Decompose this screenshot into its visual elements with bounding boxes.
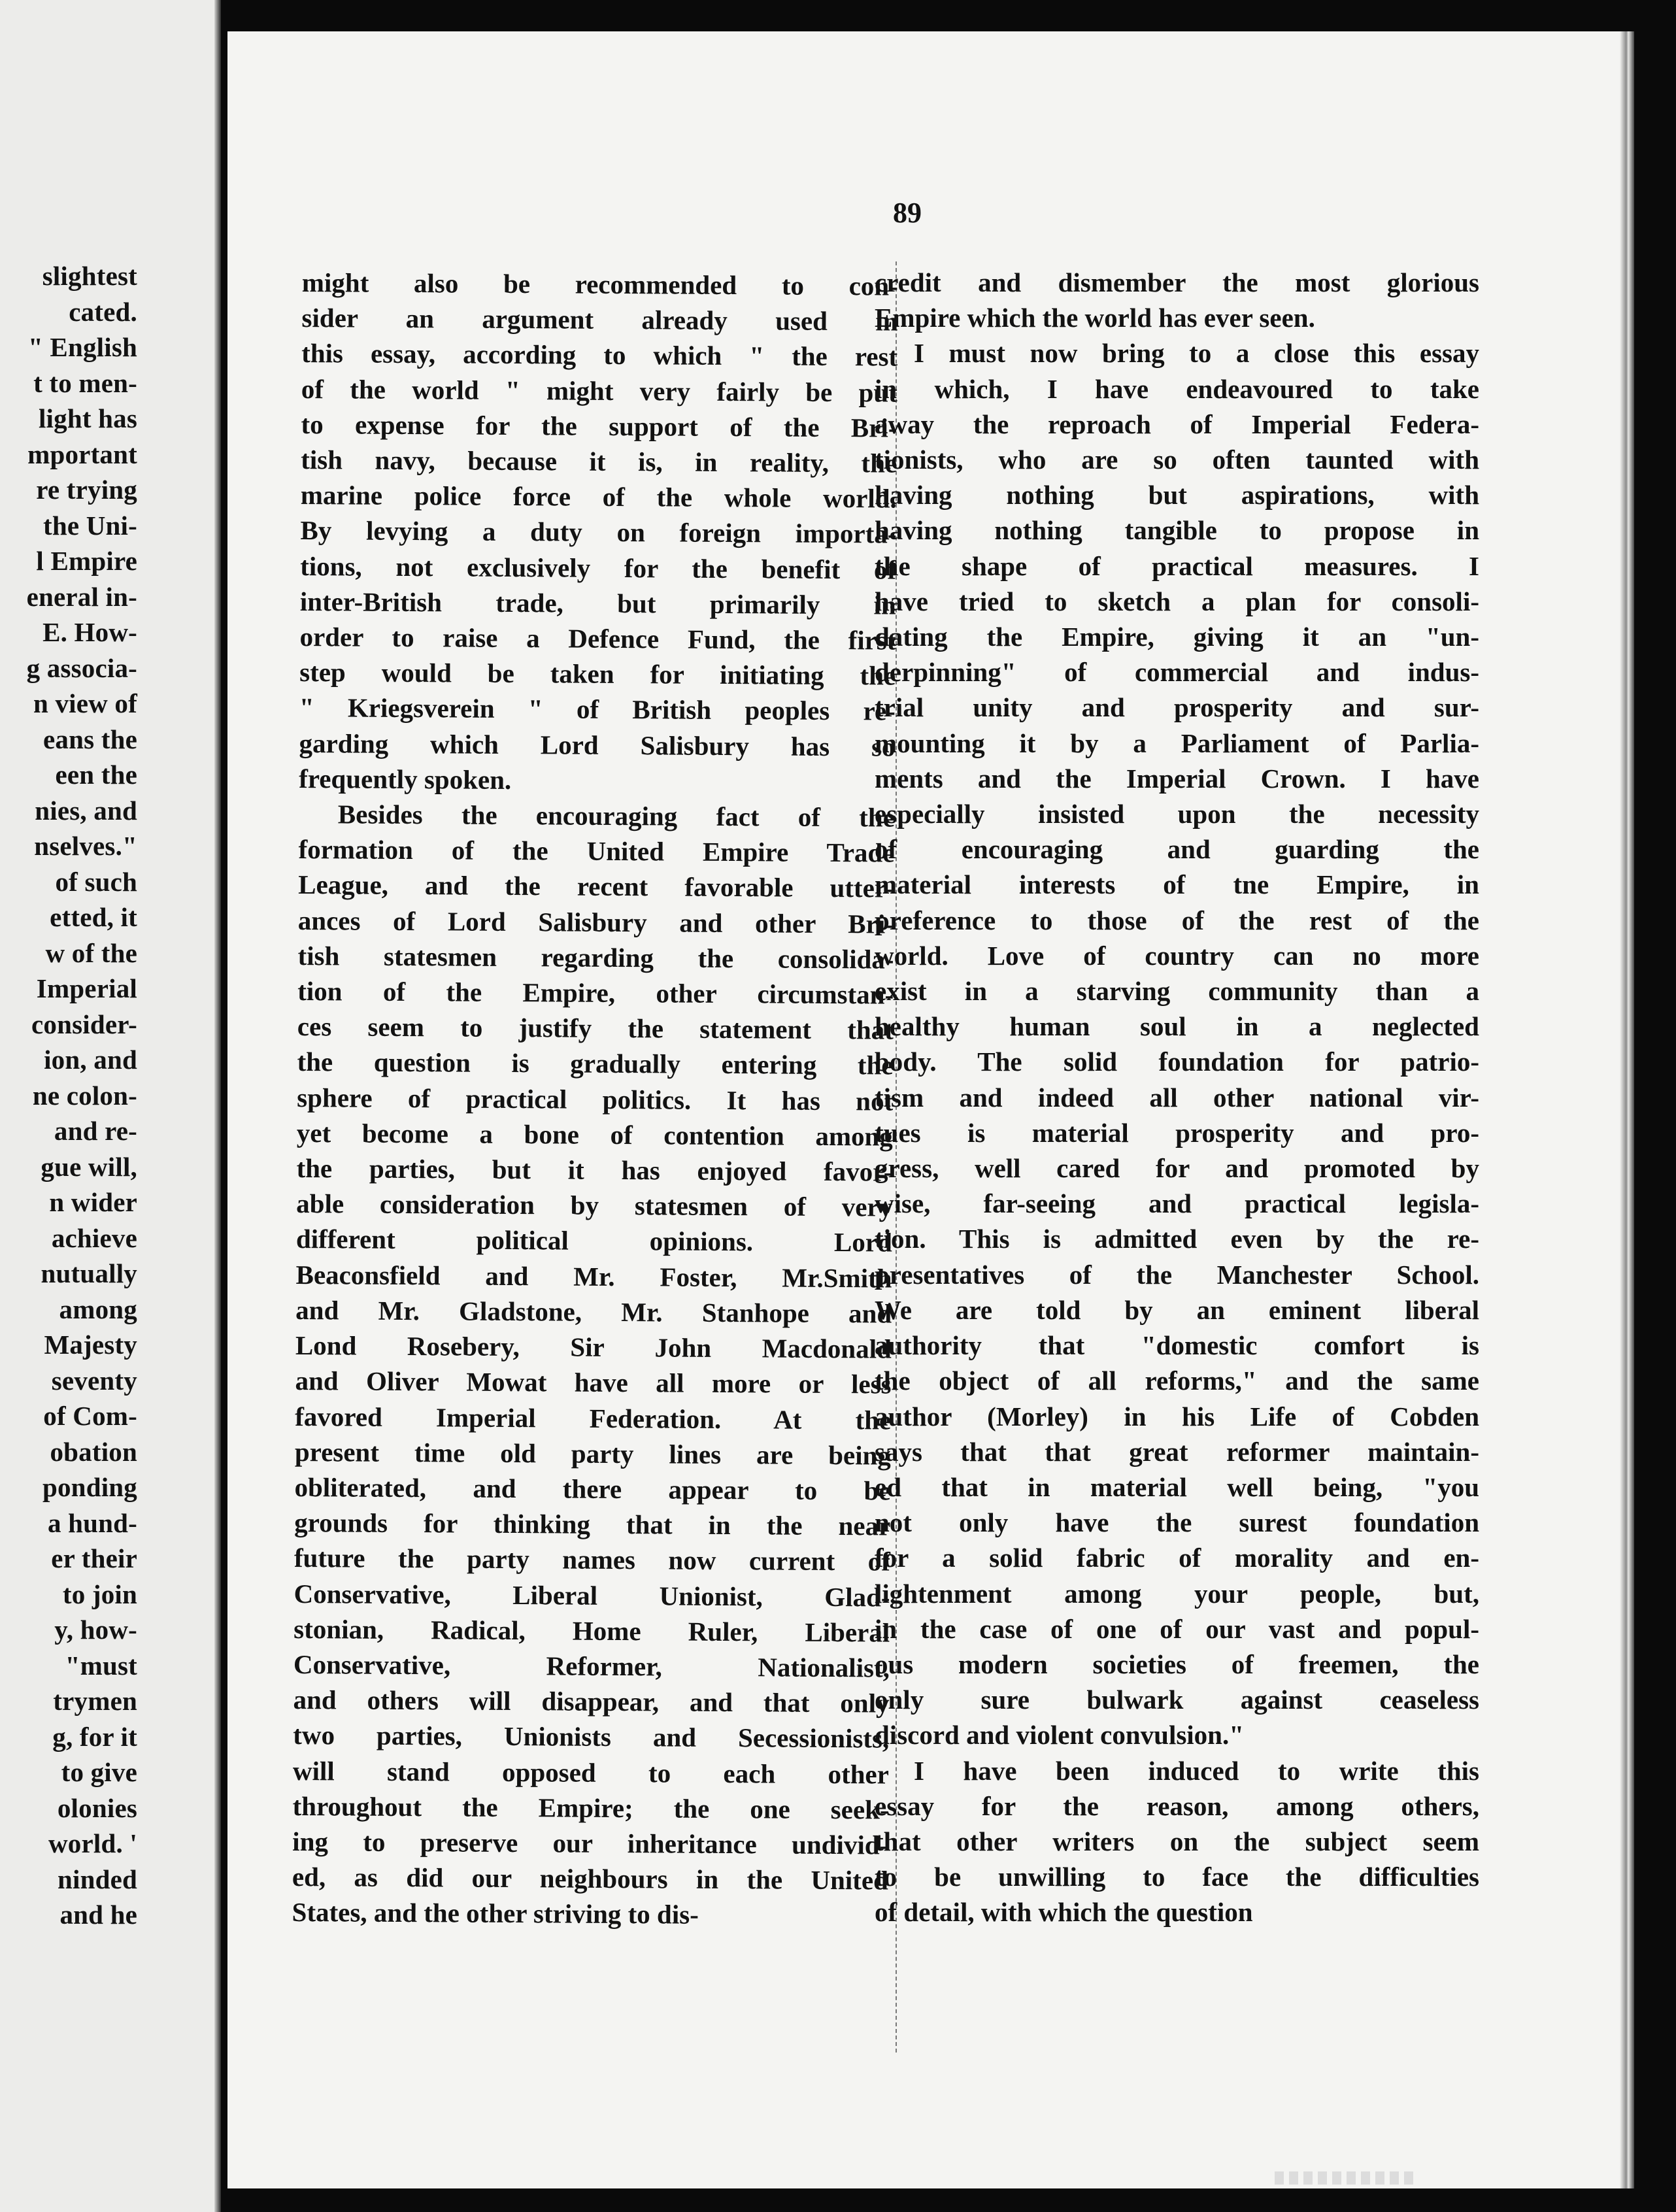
text-line: yet become a bone of contention among xyxy=(296,1117,894,1152)
text-line: nies, and xyxy=(35,795,137,826)
text-line: of encouraging and guarding the xyxy=(875,834,1479,865)
text-line: stonian, Radical, Home Ruler, Liberal xyxy=(293,1613,890,1648)
text-line: able consideration by statesmen of very xyxy=(296,1188,893,1222)
text-line: ances of Lord Salisbury and other Bri- xyxy=(297,905,894,939)
text-line: tionists, who are so often taunted with xyxy=(875,444,1479,475)
text-line: body. The solid foundation for patrio- xyxy=(875,1047,1479,1077)
text-line: y, how- xyxy=(54,1615,137,1645)
text-line: step would be taken for initiating the xyxy=(299,657,896,691)
text-line: n view of xyxy=(33,688,137,718)
text-line: frequently spoken. xyxy=(299,763,512,795)
text-line: tish statesmen regarding the consolida- xyxy=(297,940,894,975)
text-line: ces seem to justify the statement that xyxy=(297,1011,894,1045)
text-line: material interests of tne Empire, in xyxy=(875,869,1479,900)
text-line: garding which Lord Salisbury has so xyxy=(299,728,896,762)
text-line: ed, as did our neighbours in the United xyxy=(292,1862,889,1896)
text-line: etted, it xyxy=(50,902,137,932)
text-line: the shape of practical measures. I xyxy=(875,550,1479,581)
text-line: of such xyxy=(55,866,137,897)
text-line: eans the xyxy=(43,724,137,754)
text-line: presentatives of the Manchester School. xyxy=(875,1259,1479,1290)
text-line: exist in a starving community than a xyxy=(875,976,1479,1007)
text-line: ne colon- xyxy=(32,1080,137,1111)
text-line: Besides the encouraging fact of the xyxy=(337,799,895,833)
text-line: healthy human soul in a neglected xyxy=(875,1011,1479,1042)
text-line: away the reproach of Imperial Federa- xyxy=(875,409,1479,439)
text-line: ments and the Imperial Crown. I have xyxy=(875,763,1479,794)
text-line: Conservative, Reformer, Nationalist, xyxy=(293,1649,890,1683)
text-line: g, for it xyxy=(52,1721,137,1752)
text-line: authority that "domestic comfort is xyxy=(875,1330,1479,1361)
gutter-shadow xyxy=(214,0,221,2212)
text-line: tues is material prosperity and pro- xyxy=(875,1117,1479,1148)
text-line: marine police force of the whole world. xyxy=(300,480,897,514)
right-text-column xyxy=(875,265,1479,1930)
text-line: different political opinions. Lord xyxy=(295,1224,893,1258)
text-line: consider- xyxy=(31,1009,137,1039)
text-line: world. Love of country can no more xyxy=(875,940,1479,971)
text-line: wise, far-seeing and practical legisla- xyxy=(875,1188,1479,1219)
text-line: of Com- xyxy=(43,1401,137,1431)
text-line: favored Imperial Federation. At the xyxy=(295,1401,892,1435)
text-line: mportant xyxy=(27,439,137,469)
text-line: We are told by an eminent liberal xyxy=(875,1294,1479,1325)
text-line: E. How- xyxy=(42,617,137,647)
text-line: lightenment among your people, but, xyxy=(875,1578,1479,1609)
text-line: I must now bring to a close this essay xyxy=(914,338,1479,369)
text-line: I have been induced to write this xyxy=(914,1755,1479,1786)
text-line: cated. xyxy=(69,296,137,327)
text-line: the question is gradually entering the xyxy=(297,1047,894,1081)
text-line: " English xyxy=(27,332,137,362)
text-line: achieve xyxy=(51,1222,137,1253)
text-line: inter-British trade, but primarily in xyxy=(299,586,896,620)
text-line: Beaconsfield and Mr. Foster, Mr.Smith xyxy=(295,1259,892,1294)
text-line: a hund- xyxy=(47,1507,137,1538)
text-line: essay for the reason, among others, xyxy=(875,1790,1479,1821)
text-line: order to raise a Defence Fund, the first xyxy=(299,622,896,656)
text-line: of the world " might very fairly be put xyxy=(301,373,897,408)
text-line: ed that in material well being, "you xyxy=(875,1471,1479,1502)
text-line: sphere of practical politics. It has not xyxy=(297,1082,894,1116)
text-line: ponding xyxy=(42,1472,137,1502)
text-line: Lond Rosebery, Sir John Macdonald xyxy=(295,1330,892,1364)
text-line: might also be recommended to con- xyxy=(301,267,898,301)
text-line: throughout the Empire; the one seek- xyxy=(292,1790,889,1825)
text-line: and others will disappear, and that only xyxy=(293,1684,890,1718)
text-line: g associa- xyxy=(26,652,137,683)
text-line: tish navy, because it is, in reality, the xyxy=(301,444,897,478)
text-line: to expense for the support of the Bri- xyxy=(301,409,897,443)
text-line: een the xyxy=(55,760,137,790)
text-line: the parties, but it has enjoyed favor- xyxy=(296,1153,893,1187)
text-line: ninded xyxy=(58,1864,137,1894)
text-line: only sure bulwark against ceaseless xyxy=(875,1684,1479,1715)
text-line: and he xyxy=(59,1900,137,1930)
text-line: n wider xyxy=(49,1187,137,1217)
text-line: t to men- xyxy=(33,367,137,398)
text-line: Empire which the world has ever seen. xyxy=(875,303,1315,333)
text-line: tion. This is admitted even by the re- xyxy=(875,1224,1479,1254)
page-edge xyxy=(1620,31,1634,2188)
text-line: eneral in- xyxy=(26,581,137,612)
text-line: that other writers on the subject seem xyxy=(875,1826,1479,1856)
text-line: Majesty xyxy=(44,1330,137,1360)
text-line: Conservative, Liberal Unionist, Glad- xyxy=(293,1578,890,1613)
text-line: to join xyxy=(62,1579,137,1609)
text-line: w of the xyxy=(45,937,137,968)
text-line: Imperial xyxy=(36,973,137,1003)
text-line: the Uni- xyxy=(43,510,137,541)
text-line: er their xyxy=(51,1543,137,1573)
text-line: dating the Empire, giving it an "un- xyxy=(875,622,1479,652)
text-line: slightest xyxy=(42,261,137,291)
text-line: in the case of one of our vast and popul- xyxy=(875,1613,1479,1644)
text-line: trymen xyxy=(53,1686,137,1716)
text-line: re trying xyxy=(36,475,137,505)
text-line: l Empire xyxy=(36,546,137,576)
text-line: preference to those of the rest of the xyxy=(875,905,1479,935)
text-line: the object of all reforms," and the same xyxy=(875,1366,1479,1396)
text-line: to be unwilling to face the difficulties xyxy=(875,1862,1479,1892)
bottom-scan-mark xyxy=(1275,2171,1418,2185)
text-line: especially insisted upon the necessity xyxy=(875,799,1479,830)
text-line: two parties, Unionists and Secessionists, xyxy=(293,1720,890,1754)
text-line: " Kriegsverein " of British peoples re- xyxy=(299,692,896,726)
text-line: having nothing tangible to propose in xyxy=(875,515,1479,546)
text-line: sider an argument already used in xyxy=(301,303,898,337)
text-line: obation xyxy=(50,1436,137,1467)
text-line: present time old party lines are being xyxy=(294,1436,892,1471)
text-line: nutually xyxy=(41,1258,137,1288)
text-line: grounds for thinking that in the near xyxy=(294,1507,891,1541)
previous-page-edge xyxy=(0,0,221,2212)
text-line: this essay, according to which " the rest xyxy=(301,338,898,372)
text-line: have tried to sketch a plan for consoli- xyxy=(875,586,1479,616)
text-line: seventy xyxy=(51,1365,137,1396)
text-line: not only have the surest foundation xyxy=(875,1507,1479,1538)
text-line: having nothing but aspirations, with xyxy=(875,480,1479,511)
text-line: League, and the recent favorable utter- xyxy=(298,869,895,904)
text-line: By levying a duty on foreign importa- xyxy=(300,515,897,549)
text-line: obliterated, and there appear to be xyxy=(294,1471,891,1506)
text-line: and Oliver Mowat have all more or less xyxy=(295,1366,892,1399)
text-line: author (Morley) in his Life of Cobden xyxy=(875,1401,1479,1432)
text-line: future the party names now current of xyxy=(293,1543,891,1577)
text-line: olonies xyxy=(57,1792,137,1823)
text-line: for a solid fabric of morality and en- xyxy=(875,1543,1479,1573)
text-line: and re- xyxy=(54,1116,137,1146)
text-line: tions, not exclusively for the benefit of xyxy=(300,550,897,585)
text-line: in which, I have endeavoured to take xyxy=(875,373,1479,404)
text-line: States, and the other striving to dis- xyxy=(292,1897,699,1930)
text-line: of detail, with which the question xyxy=(875,1897,1253,1928)
text-line: gress, well cared for and promoted by xyxy=(875,1153,1479,1184)
text-line: trial unity and prosperity and sur- xyxy=(875,692,1479,723)
text-line: among xyxy=(59,1294,137,1324)
text-line: derpinning" of commercial and indus- xyxy=(875,657,1479,688)
text-line: light has xyxy=(38,403,137,433)
text-line: will stand opposed to each other xyxy=(292,1755,890,1790)
left-text-column xyxy=(292,265,898,1934)
text-line: formation of the United Empire Trade xyxy=(298,834,895,868)
text-line: nselves." xyxy=(34,831,137,861)
text-line: world. ' xyxy=(48,1828,137,1858)
text-line: "must xyxy=(65,1650,137,1681)
previous-page-text xyxy=(0,258,137,1933)
page-number: 89 xyxy=(893,197,922,229)
text-line: tion of the Empire, other circumstan- xyxy=(297,976,894,1010)
text-line: gue will, xyxy=(41,1151,137,1182)
text-line: tism and indeed all other national vir- xyxy=(875,1082,1479,1113)
text-line: discord and violent convulsion." xyxy=(875,1720,1244,1751)
text-line: ion, and xyxy=(44,1045,137,1075)
text-line: credit and dismember the most glorious xyxy=(875,267,1479,297)
text-line: ing to preserve our inheritance undivid- xyxy=(292,1826,889,1860)
text-line: and Mr. Gladstone, Mr. Stanhope and xyxy=(295,1294,892,1329)
text-line: to give xyxy=(61,1757,137,1787)
text-line: ous modern societies of freemen, the xyxy=(875,1649,1479,1679)
text-line: says that that great reformer maintain- xyxy=(875,1436,1479,1467)
text-line: mounting it by a Parliament of Parlia- xyxy=(875,728,1479,758)
